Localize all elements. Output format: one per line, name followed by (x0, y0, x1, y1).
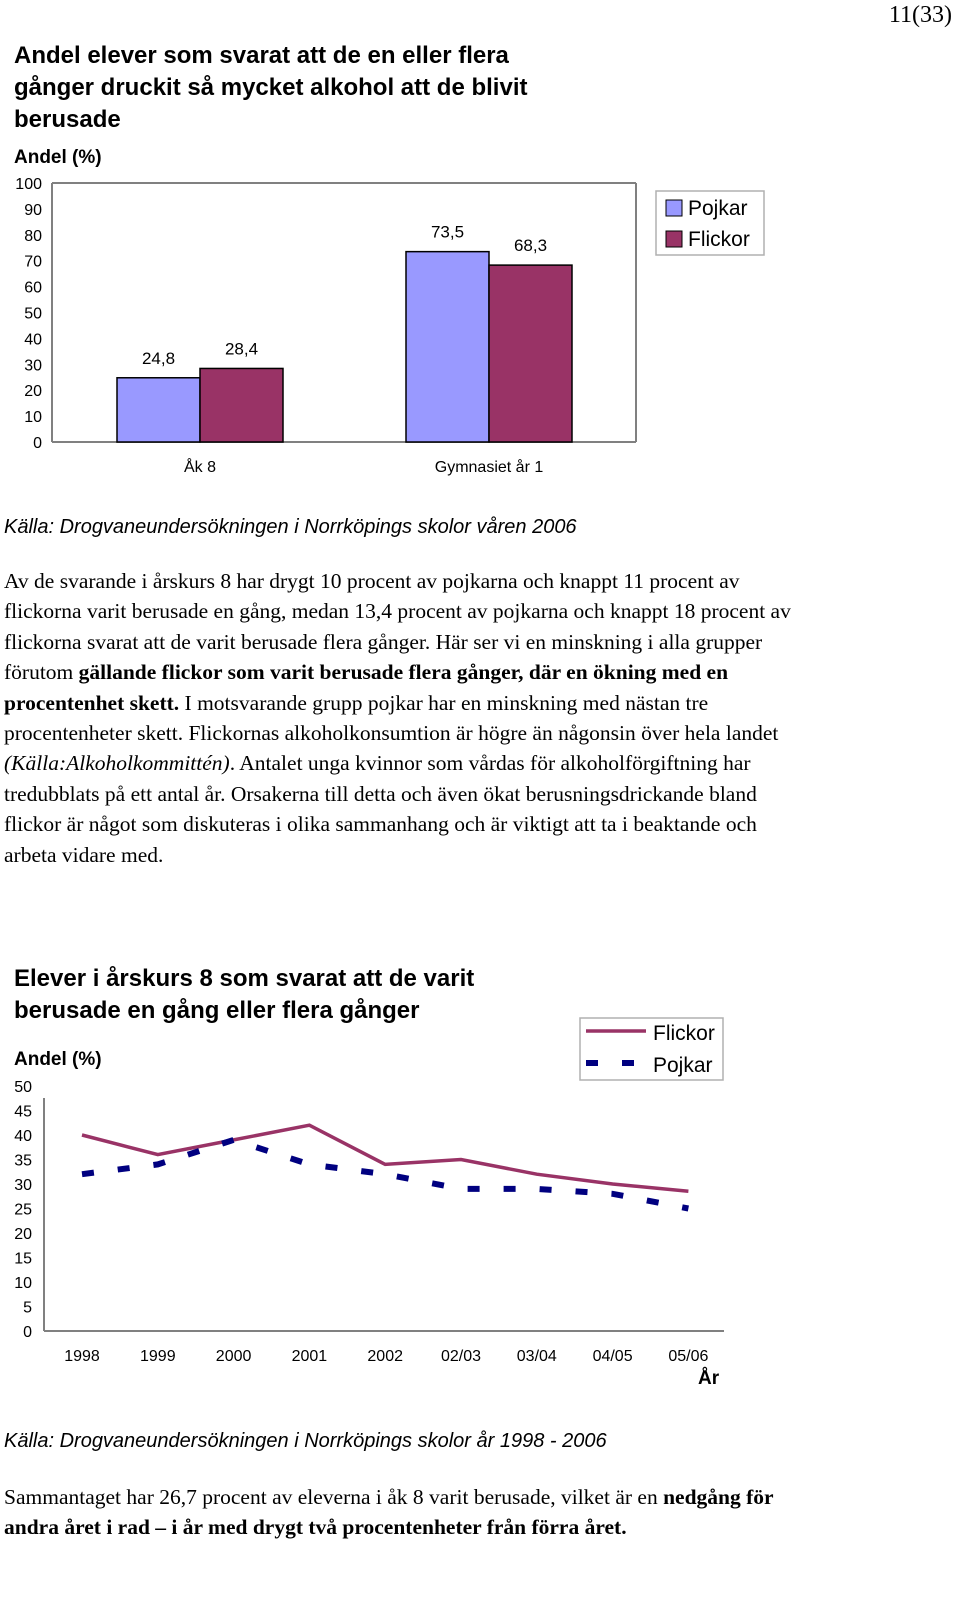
chart2-ytick-label: 40 (14, 1128, 32, 1145)
chart1-title (14, 40, 527, 136)
chart2-xtick-label: 03/04 (516, 1348, 557, 1365)
chart2-title-line: berusade en gång eller flera gånger (14, 997, 420, 1024)
chart2-ytick-label: 5 (23, 1299, 32, 1317)
chart1-ytick-label: 90 (24, 201, 42, 219)
paragraph-2 (4, 1482, 804, 1543)
paragraph-2-bold: nedgång för andra året i rad – i år med drygt två procentenheter från förra året. (4, 1485, 774, 1540)
paragraph-1-text: Av de svarande i årskurs 8 har drygt 10 procent av pojkarna och knappt 11 procent av flickorna varit berusade en gång, medan 13,4 procent av pojkarna och knappt 18 procent av flickorna svarat att de varit berusade flera gånger. Här ser vi en minskning i alla grupper förutom (4, 569, 791, 685)
chart1-title-line: Andel elever som svarat att de en eller flera (14, 42, 509, 69)
chart2-source: Källa: Drogvaneundersökningen i Norrköpings skolor år 1998 - 2006 (4, 1430, 607, 1452)
chart1-category-label: Åk 8 (183, 459, 217, 476)
chart2-ytick-label: 45 (14, 1103, 32, 1121)
chart2-ytick-label: 10 (14, 1275, 32, 1292)
chart1-title-line: gånger druckit så mycket alkohol att de blivit (14, 74, 528, 101)
chart1-title-line: berusade (14, 106, 121, 133)
chart2-xtick-label: 05/06 (668, 1348, 709, 1365)
chart2-ytick-label: 0 (23, 1324, 32, 1341)
bar-value-label: 28,4 (224, 339, 259, 359)
paragraph-2-text: Sammantaget har 26,7 procent av eleverna i åk 8 varit berusade, vilket är en (4, 1485, 664, 1509)
chart1-ytick-label: 10 (24, 409, 42, 427)
chart1-ytick-label: 50 (24, 305, 42, 323)
chart2-ytick-label: 15 (14, 1250, 32, 1268)
chart2-ytick-label: 30 (14, 1177, 32, 1194)
chart1-ylabel: Andel (%) (14, 147, 102, 168)
legend-label-flickor: Flickor (653, 1022, 715, 1045)
chart2-ylabel: Andel (%) (14, 1049, 102, 1070)
chart2-xtick-label: 04/05 (592, 1348, 633, 1365)
chart2-xtick-label: 1999 (140, 1348, 176, 1365)
bar-flickor (200, 368, 283, 442)
chart1-ytick-label: 60 (24, 279, 42, 297)
paragraph-1-text: I motsvarande grupp pojkar har en minskning med nästan tre procentenheter skett. Flickornas alkoholkonsumtion är högre än någonsin över hela landet (4, 690, 779, 746)
chart2-ytick-label: 20 (14, 1226, 32, 1243)
chart1-category-label: Gymnasiet år 1 (434, 459, 544, 476)
chart2-xlabel: År (698, 1368, 720, 1389)
chart2-xtick-label: 2000 (215, 1348, 252, 1365)
chart2-xtick-label: 02/03 (440, 1348, 482, 1365)
bar-chart (0, 140, 960, 640)
line-chart (0, 1010, 960, 1390)
legend-label-pojkar: Pojkar (653, 1054, 713, 1077)
bar-pojkar (117, 378, 200, 442)
chart1-ytick-label: 20 (24, 383, 42, 401)
legend-label-flickor: Flickor (688, 228, 750, 251)
chart2-xtick-label: 2001 (291, 1348, 328, 1365)
chart2-ytick-label: 50 (14, 1079, 32, 1096)
legend-label-pojkar: Pojkar (688, 197, 748, 220)
legend-swatch-flickor (666, 231, 682, 247)
chart2-ytick-label: 35 (14, 1152, 32, 1170)
chart2-xtick-label: 1998 (64, 1348, 100, 1365)
chart1-source: Källa: Drogvaneundersökningen i Norrköpings skolor våren 2006 (4, 516, 577, 538)
chart2-xtick-label: 2002 (367, 1348, 403, 1365)
paragraph-1-bold: gällande flickor som varit berusade flera gånger, där en ökning med en procentenhet skett. (4, 660, 729, 715)
chart1-ytick-label: 80 (24, 227, 42, 245)
chart2-title-line: Elever i årskurs 8 som svarat att de varit (14, 965, 475, 992)
chart2-legend (580, 1018, 723, 1080)
bar-flickor (489, 265, 572, 442)
chart1-ytick-label: 70 (24, 253, 42, 271)
paragraph-1-italic: (Källa:Alkoholkommittén) (4, 751, 230, 776)
chart1-legend (656, 191, 764, 255)
page-number: 11(33) (888, 2, 952, 28)
chart1-ytick-label: 40 (24, 331, 42, 349)
bar-value-label: 24,8 (141, 348, 176, 368)
paragraph-1-text: . Antalet unga kvinnor som vårdas för alkoholförgiftning har tredubblats på ett antal år. Orsakerna till detta och även ökat berusningsdrickande bland flickor är något som diskuteras i olika sammanhang och är viktigt att ta i beaktande och arbeta vidare med. (4, 751, 757, 867)
chart1-ytick-label: 30 (24, 357, 42, 375)
bar-value-label: 73,5 (430, 222, 465, 242)
chart1-ytick-label: 0 (33, 435, 42, 452)
chart2-ytick-label: 25 (14, 1201, 32, 1219)
paragraph-1 (4, 566, 814, 870)
series-line-flickor (82, 1125, 688, 1191)
bar-pojkar (406, 252, 489, 442)
chart1-ytick-label: 100 (15, 176, 42, 193)
legend-swatch-pojkar (666, 200, 682, 216)
bar-value-label: 68,3 (513, 236, 548, 256)
